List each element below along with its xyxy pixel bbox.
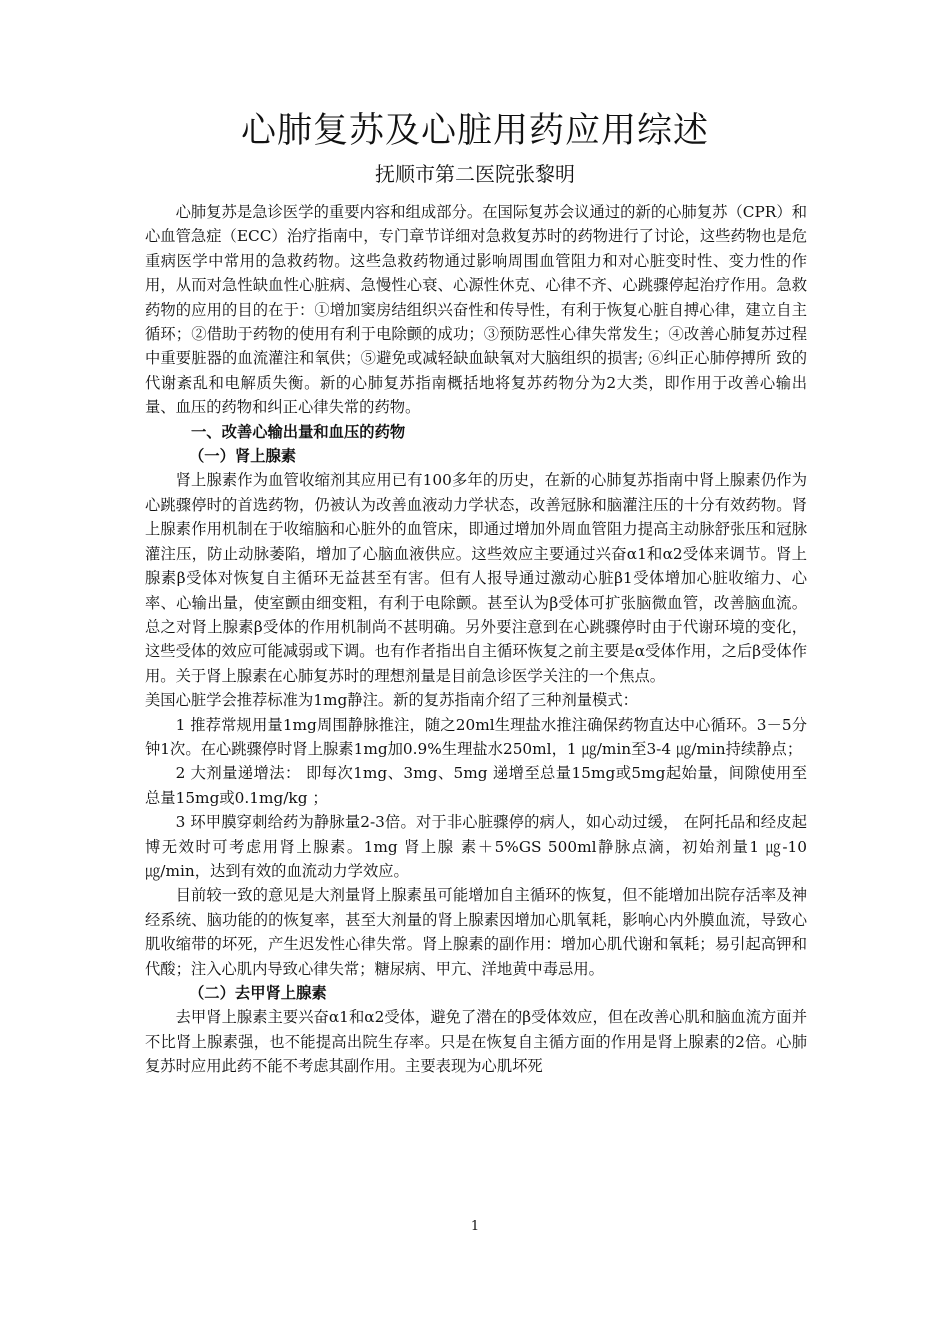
page-title: 心肺复苏及心脏用药应用综述 xyxy=(240,111,709,152)
subsection-heading-norepinephrine: （二）去甲肾上腺素 xyxy=(189,984,327,1002)
epinephrine-paragraph-1: 肾上腺素作为血管收缩剂其应用已有100多年的历史，在新的心肺复苏指南中肾上腺素仍作为心跳骤停时的首选药物，仍被认为改善血液动力学状态，改善冠脉和脑灌注压的十分有效药物。肾上腺素作用机制在于收缩脑和心脏外的血管床，即通过增加外周血管阻力提高主动脉舒张压和冠脉灌注压，防止动脉萎陷，增加了心脑血液供应。这些效应主要通过兴奋α1和α2受体来调节。肾上腺素β受体对恢复自主循环无益甚至有害。但有人报导通过激动心脏β1受体增加心脏收缩力、心率、心输出量，使室颤由细变粗，有利于电除颤。甚至认为β受体可扩张脑微血管，改善脑血流。总之对肾上腺素β受体的作用机制尚不甚明确。另外要注意到在心跳骤停时由于代谢环境的变化，这些受体的效应可能减弱或下调。也有作者指出自主循环恢复之前主要是α受体作用，之后β受体作用。关于肾上腺素在心肺复苏时的理想剂量是目前急诊医学关注的一个焦点。 xyxy=(145,471,807,685)
author-line: 抚顺市第二医院张黎明 xyxy=(375,162,575,186)
subsection-heading-epinephrine: （一）肾上腺素 xyxy=(189,447,297,466)
dose-mode-3: 3 环甲膜穿刺给药为静脉量2-3倍。对于非心脏骤停的病人，如心动过缓， 在阿托品和经皮起博无效时可考虑用肾上腺素。1mg 肾上腺 素＋5%GS 500ml静脉点滴，初始剂量1 ㎍-10 ㎍/min，达到有效的血流动力学效应。 xyxy=(145,813,807,880)
section-heading-1: 一、改善心输出量和血压的药物 xyxy=(191,422,406,441)
dose-mode-2: 2 大剂量递增法： 即每次1mg、3mg、5mg 递增至总量15mg或5mg起始量，间隙使用至总量15mg或0.1mg/kg ； xyxy=(145,764,807,807)
intro-paragraph: 心肺复苏是急诊医学的重要内容和组成部分。在国际复苏会议通过的新的心肺复苏（CPR）和心血管急症（ECC）治疗指南中，专门章节详细对急救复苏时的药物进行了讨论，这些药物也是危重病医学中常用的急救药物。这些急救药物通过影响周围血管阻力和对心脏变时性、变力性的作用，从而对急性缺血性心脏病、急慢性心衰、心源性休克、心律不齐、心跳骤停起治疗作用。急救药物的应用的目的在于：①增加窦房结组织兴奋性和传导性，有利于恢复心脏自搏心律，建立自主循环；②借助于药物的使用有利于电除颤的成功；③预防恶性心律失常发生；④改善心肺复苏过程中重要脏器的血流灌注和氧供；⑤避免或减轻缺血缺氧对大脑组织的损害; ⑥纠正心肺停搏所 致的代谢紊乱和电解质失衡。新的心肺复苏指南概括地将复苏药物分为2大类，即作用于改善心输出量、血压的药物和纠正心律失常的药物。 xyxy=(145,203,807,417)
dose-mode-1: 1 推荐常规用量1mg周围静脉推注，随之20ml生理盐水推注确保药物直达中心循环。3－5分钟1次。在心跳骤停时肾上腺素1mg加0.9%生理盐水250ml，1 ㎍/min至3-4 ㎍/min持续静点； xyxy=(145,715,807,758)
page-number: 1 xyxy=(470,1219,480,1234)
epinephrine-paragraph-conclusion: 目前较一致的意见是大剂量肾上腺素虽可能增加自主循环的恢复，但不能增加出院存活率及神经系统、脑功能的的恢复率，甚至大剂量的肾上腺素因增加心肌氧耗，影响心内外膜血流，导致心肌收缩带的坏死，产生迟发性心律失常。肾上腺素的副作用：增加心肌代谢和氧耗；易引起高钾和代酸；注入心肌内导致心律失常；糖尿病、甲亢、洋地黄中毒忌用。 xyxy=(145,886,807,978)
document-body xyxy=(145,200,807,1079)
epinephrine-paragraph-2: 美国心脏学会推荐标准为1mg静注。新的复苏指南介绍了三种剂量模式： xyxy=(145,691,638,710)
norepinephrine-paragraph-1: 去甲肾上腺素主要兴奋α1和α2受体，避免了潜在的β受体效应，但在改善心肌和脑血流方面并不比肾上腺素强，也不能提高出院生存率。只是在恢复自主循方面的作用是肾上腺素的2倍。心肺复苏时应用此药不能不考虑其副作用。主要表现为心肌坏死 xyxy=(145,1008,807,1076)
